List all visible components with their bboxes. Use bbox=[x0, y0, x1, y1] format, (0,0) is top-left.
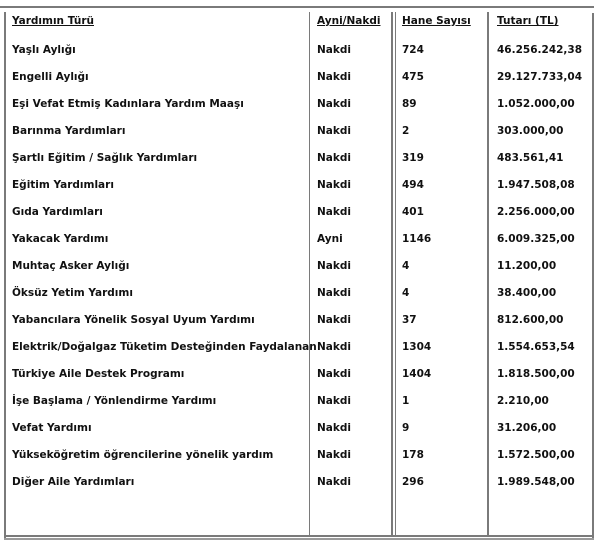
household-count-cell: 4 bbox=[402, 260, 410, 272]
amount-cell: 31.206,00 bbox=[497, 422, 557, 434]
table-row bbox=[6, 307, 592, 334]
table-body bbox=[6, 36, 592, 496]
kind-cell: Nakdi bbox=[317, 368, 351, 380]
household-count-cell: 401 bbox=[402, 206, 424, 218]
aid-type-cell: Vefat Yardımı bbox=[12, 422, 92, 434]
kind-cell: Nakdi bbox=[317, 422, 351, 434]
table-border-bottom-outer bbox=[4, 538, 594, 540]
kind-cell: Nakdi bbox=[317, 125, 351, 137]
household-count-cell: 724 bbox=[402, 44, 424, 56]
aid-type-cell: Muhtaç Asker Aylığı bbox=[12, 260, 130, 272]
table-row bbox=[6, 64, 592, 91]
table-row bbox=[6, 334, 592, 361]
table-row bbox=[6, 37, 592, 64]
table-row bbox=[6, 118, 592, 145]
kind-cell: Nakdi bbox=[317, 44, 351, 56]
kind-cell: Nakdi bbox=[317, 314, 351, 326]
kind-cell: Nakdi bbox=[317, 71, 351, 83]
kind-cell: Nakdi bbox=[317, 341, 351, 353]
household-count-cell: 178 bbox=[402, 449, 424, 461]
household-count-cell: 1146 bbox=[402, 233, 432, 245]
amount-cell: 1.052.000,00 bbox=[497, 98, 575, 110]
table-row bbox=[6, 172, 592, 199]
table-row bbox=[6, 91, 592, 118]
kind-cell: Nakdi bbox=[317, 179, 351, 191]
amount-cell: 303.000,00 bbox=[497, 125, 564, 137]
amount-cell: 46.256.242,38 bbox=[497, 44, 583, 56]
table-row bbox=[6, 388, 592, 415]
household-count-cell: 37 bbox=[402, 314, 417, 326]
aid-type-cell: Gıda Yardımları bbox=[12, 206, 103, 218]
table-row bbox=[6, 361, 592, 388]
kind-cell: Nakdi bbox=[317, 98, 351, 110]
kind-cell: Nakdi bbox=[317, 476, 351, 488]
amount-cell: 1.572.500,00 bbox=[497, 449, 575, 461]
household-count-cell: 2 bbox=[402, 125, 410, 137]
aid-type-cell: İşe Başlama / Yönlendirme Yardımı bbox=[12, 395, 217, 407]
table-row bbox=[6, 226, 592, 253]
table-row bbox=[6, 469, 592, 496]
table-row bbox=[6, 442, 592, 469]
kind-cell: Nakdi bbox=[317, 260, 351, 272]
household-count-cell: 1304 bbox=[402, 341, 432, 353]
aid-type-cell: Yaşlı Aylığı bbox=[12, 44, 76, 56]
kind-cell: Nakdi bbox=[317, 449, 351, 461]
amount-cell: 483.561,41 bbox=[497, 152, 564, 164]
header-aid-type: Yardımın Türü bbox=[12, 15, 94, 27]
kind-cell: Nakdi bbox=[317, 152, 351, 164]
aid-type-cell: Yakacak Yardımı bbox=[12, 233, 109, 245]
table-header-row bbox=[6, 8, 592, 36]
aid-type-cell: Şartlı Eğitim / Sağlık Yardımları bbox=[12, 152, 198, 164]
household-count-cell: 9 bbox=[402, 422, 410, 434]
kind-cell: Nakdi bbox=[317, 395, 351, 407]
amount-cell: 2.210,00 bbox=[497, 395, 549, 407]
amount-cell: 812.600,00 bbox=[497, 314, 564, 326]
aid-type-cell: Yükseköğretim öğrencilerine yönelik yardım bbox=[12, 449, 274, 461]
header-household-count: Hane Sayısı bbox=[402, 15, 471, 27]
amount-cell: 1.989.548,00 bbox=[497, 476, 575, 488]
aid-type-cell: Engelli Aylığı bbox=[12, 71, 89, 83]
aid-type-cell: Eğitim Yardımları bbox=[12, 179, 114, 191]
header-amount: Tutarı (TL) bbox=[497, 15, 559, 27]
table-border-right bbox=[592, 13, 594, 538]
household-count-cell: 494 bbox=[402, 179, 424, 191]
aid-type-cell: Yabancılara Yönelik Sosyal Uyum Yardımı bbox=[12, 314, 255, 326]
aid-type-cell: Elektrik/Doğalgaz Tüketim Desteğinden Faydalanan bbox=[12, 341, 317, 353]
table-row bbox=[6, 280, 592, 307]
aid-type-cell: Barınma Yardımları bbox=[12, 125, 126, 137]
household-count-cell: 1 bbox=[402, 395, 410, 407]
amount-cell: 38.400,00 bbox=[497, 287, 557, 299]
household-count-cell: 475 bbox=[402, 71, 424, 83]
amount-cell: 1.554.653,54 bbox=[497, 341, 575, 353]
amount-cell: 29.127.733,04 bbox=[497, 71, 583, 83]
table-row bbox=[6, 199, 592, 226]
aid-type-cell: Türkiye Aile Destek Programı bbox=[12, 368, 185, 380]
table-row bbox=[6, 145, 592, 172]
kind-cell: Nakdi bbox=[317, 206, 351, 218]
aid-type-cell: Diğer Aile Yardımları bbox=[12, 476, 135, 488]
table-border-bottom bbox=[4, 535, 594, 537]
amount-cell: 1.818.500,00 bbox=[497, 368, 575, 380]
kind-cell: Nakdi bbox=[317, 287, 351, 299]
household-count-cell: 89 bbox=[402, 98, 417, 110]
amount-cell: 11.200,00 bbox=[497, 260, 557, 272]
household-count-cell: 4 bbox=[402, 287, 410, 299]
household-count-cell: 1404 bbox=[402, 368, 432, 380]
table-row bbox=[6, 415, 592, 442]
header-kind: Ayni/Nakdi bbox=[317, 15, 381, 27]
aid-table bbox=[6, 8, 592, 496]
household-count-cell: 319 bbox=[402, 152, 424, 164]
aid-type-cell: Öksüz Yetim Yardımı bbox=[12, 287, 133, 299]
aid-type-cell: Eşi Vefat Etmiş Kadınlara Yardım Maaşı bbox=[12, 98, 244, 110]
household-count-cell: 296 bbox=[402, 476, 424, 488]
table-row bbox=[6, 253, 592, 280]
kind-cell: Ayni bbox=[317, 233, 343, 245]
amount-cell: 6.009.325,00 bbox=[497, 233, 575, 245]
amount-cell: 1.947.508,08 bbox=[497, 179, 575, 191]
amount-cell: 2.256.000,00 bbox=[497, 206, 575, 218]
